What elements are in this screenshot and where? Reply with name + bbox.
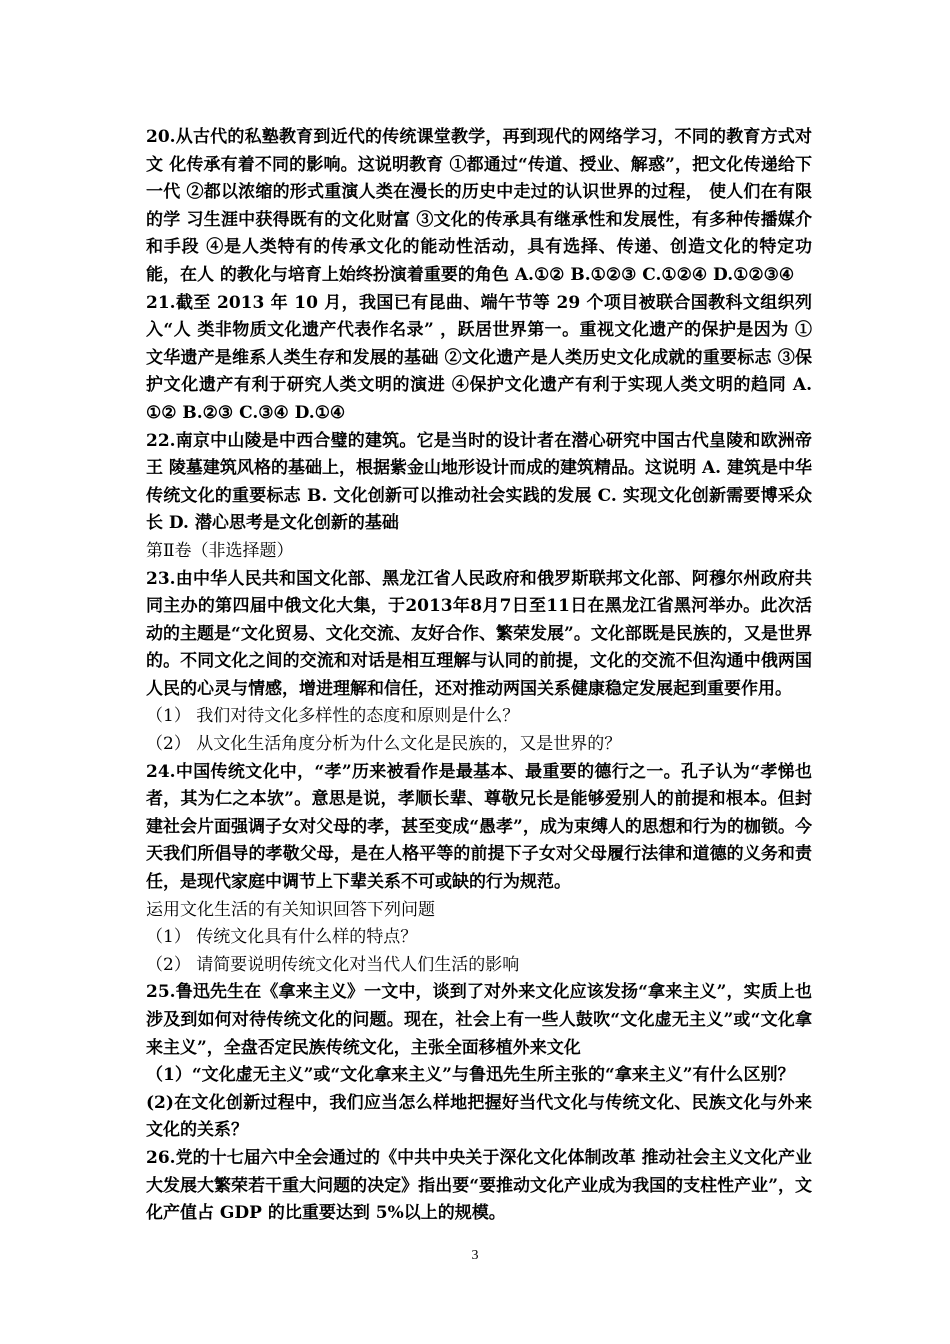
question-20: 20.从古代的私塾教育到近代的传统课堂教学，再到现代的网络学习，不同的教育方式对文 化传承有着不同的影响。这说明教育 ①都通过“传道、授业、解惑”，把文化传递给下一代 ②都以浓缩的形式重演人类在漫长的历史中走过的认识世界的过程， 使人们在有限的学 习生涯中获得既有的文化财富 ③文化的传承具有继承性和发展性，有多种传播媒介和手段 ④是人类特有的传承文化的能动性活动，具有选择、传递、创造文化的特定功能，在人 的教化与培育上始终扮演着重要的角色 A.①② B.①②③ C.①②④ D.①②③④ — [146, 127, 812, 285]
question-25-part-2: (2)在文化创新过程中，我们应当怎么样地把握好当代文化与传统文化、民族文化与外来文化的关系？ — [146, 1092, 812, 1141]
question-24: 24.中国传统文化中，“孝”历来被看作是最基本、最重要的德行之一。孔子认为“孝悌也者，其为仁之本欤”。意思是说，孝顺长辈、尊敬兄长是能够爱别人的前提和根本。但封建社会片面强调子女对父母的孝，甚至变成“愚孝”，成为束缚人的思想和行为的枷锁。今天我们所倡导的孝敬父母，是在人格平等的前提下子女对父母履行法律和道德的义务和责任，是现代家庭中调节上下辈关系不可或缺的行为规范。 — [146, 761, 812, 893]
question-23: 23.由中华人民共和国文化部、黑龙江省人民政府和俄罗斯联邦文化部、阿穆尔州政府共同主办的第四届中俄文化大集，于2013年8月7日至11日在黑龙江省黑河举办。此次活动的主题是“文化贸易、文化交流、友好合作、繁荣发展”。文化部既是民族的，又是世界的。不同文化之间的交流和对话是相互理解与认同的前提，文化的交流不但沟通中俄两国人民的心灵与情感，增进理解和信任，还对推动两国关系健康稳定发展起到重要作用。 — [146, 568, 812, 699]
question-26: 26.党的十七届六中全会通过的《中共中央关于深化文化体制改革 推动社会主义文化产业大发展大繁荣若干重大问题的决定》指出要“要推动文化产业成为我国的支柱性产业”，文化产值占 GDP 的比重要达到 5%以上的规模。 — [146, 1147, 812, 1224]
question-23-part-1: （1） 我们对待文化多样性的态度和原则是什么？ — [146, 706, 520, 727]
question-24-intro: 运用文化生活的有关知识回答下列问题 — [146, 899, 435, 920]
question-25-part-1: （1）“文化虚无主义”或“文化拿来主义”与鲁迅先生所主张的“拿来主义”有什么区别？ — [146, 1065, 795, 1086]
question-24-part-2: （2） 请简要说明传统文化对当代人们生活的影响 — [146, 954, 520, 975]
question-24-part-1: （1） 传统文化具有什么样的特点？ — [146, 927, 418, 948]
section-heading: 第Ⅱ卷（非选择题） — [146, 540, 294, 561]
question-22: 22.南京中山陵是中西合璧的建筑。它是当时的设计者在潜心研究中国古代皇陵和欧洲帝王 陵墓建筑风格的基础上，根据紫金山地形设计而成的建筑精品。这说明 A. 建筑是中华传统文化的重要标志 B. 文化创新可以推动社会实践的发展 C. 实现文化创新需要博采众长 D. 潜心思考是文化创新的基础 — [146, 430, 812, 534]
question-25: 25.鲁迅先生在《拿来主义》一文中，谈到了对外来文化应该发扬“拿来主义”，实质上也涉及到如何对待传统文化的问题。现在，社会上有一些人鼓吹“文化虚无主义”或“文化拿来主义”，全盘否定民族传统文化，主张全面移植外来文化 — [146, 982, 812, 1058]
question-21: 21.截至 2013 年 10 月，我国已有昆曲、端午节等 29 个项目被联合国教科文组织列入“人 类非物质文化遗产代表作名录” ，跃居世界第一。重视文化遗产的保护是因为 ①文华遗产是维系人类生存和发展的基础 ②文化遗产是人类历史文化成就的重要标志 ③保护文化遗产有利于研究人类文明的演进 ④保护文化遗产有利于实现人类文明的趋同 A. ①② B.②③ C.③④ D.①④ — [146, 292, 812, 423]
page-body — [146, 124, 812, 1228]
question-23-part-2: （2） 从文化生活角度分析为什么文化是民族的，又是世界的？ — [146, 734, 622, 755]
page-number: 3 — [471, 1248, 479, 1263]
